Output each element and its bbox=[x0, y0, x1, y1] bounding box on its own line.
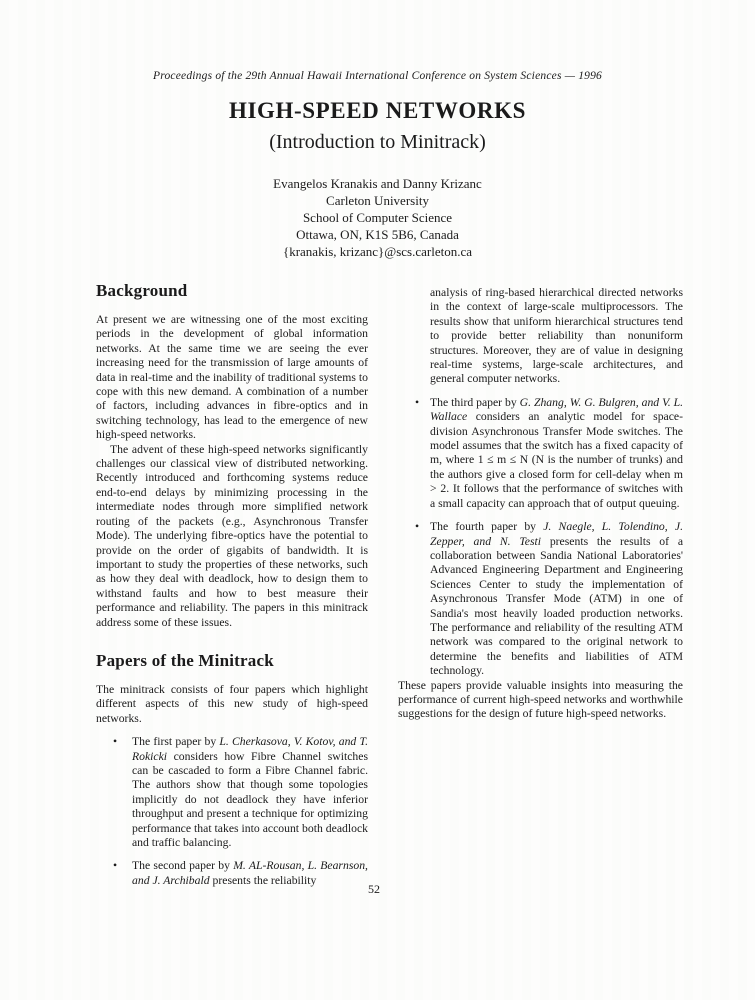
authors-block bbox=[0, 175, 755, 260]
author-email: {kranakis, krizanc}@scs.carleton.ca bbox=[282, 244, 473, 259]
paper-bullet-3-text bbox=[430, 396, 683, 511]
bullet-3-prefix: The third paper by bbox=[430, 395, 520, 409]
affiliation-address: Ottawa, ON, K1S 5B6, Canada bbox=[296, 227, 459, 242]
left-column bbox=[96, 281, 368, 888]
paper-subtitle: (Introduction to Minitrack) bbox=[269, 131, 486, 153]
section-heading-papers: Papers of the Minitrack bbox=[96, 650, 274, 670]
bullet-3-authors: G. Zhang, W. G. Bulgren, and V. L. Wallace bbox=[430, 395, 683, 424]
bullet-marker: • bbox=[113, 735, 118, 749]
paper-header bbox=[0, 0, 755, 260]
page-number: 52 bbox=[368, 882, 380, 896]
bullet-4-prefix: The fourth paper by bbox=[430, 520, 544, 534]
bullet-2-authors: M. AL-Rousan, L. Bearnson, and J. Archibald bbox=[132, 859, 368, 887]
bullet-marker: • bbox=[415, 520, 420, 534]
right-column bbox=[398, 281, 683, 888]
affiliation-school: School of Computer Science bbox=[302, 210, 453, 225]
bullet-4-rest: presents the results of a collaboration between Sandia National Laboratories' Advanced Engineering Department and Engineering Sciences Center to study the implementation of Asynchronous Transfer Mode (ATM) in one of Sandia's most heavily loaded production networks. The performance and reliability of the resulting ATM network was compared to the original network to determine the benefits and liabilities of ATM technology. bbox=[430, 534, 684, 678]
bullet-marker: • bbox=[415, 395, 420, 409]
bullet-2-prefix: The second paper by bbox=[132, 859, 234, 873]
bullet-1-prefix: The first paper by bbox=[132, 735, 220, 749]
bullet-1-rest: considers how Fibre Channel switches can be cascaded to form a Fibre Channel fabric. The authors show that though some topologies implicitly do not deadlock they have inferior throughput and present a technique for optimizing performance that takes into account both deadlock and traffic balancing. bbox=[132, 749, 368, 849]
bullet-marker: • bbox=[113, 859, 118, 873]
paper-bullet-1 bbox=[96, 735, 368, 850]
background-paragraph-2: The advent of these high-speed networks significantly challenges our classical view of distributed networking. Recently introduced and forthcoming systems reduce end-to-end delays by minimizing processing in the intermediate nodes through more simplified network routing of the packets (e.g., Asynchronous Transfer Mode). The underlying fibre-optics have the potential to provide on the order of gigabits of bandwidth. It is important to study the properties of these networks, such as how they deal with deadlock, how to design them to withstand faults and how to best measure their performance and reliability. The papers in this minitrack address some of these issues. bbox=[96, 442, 368, 629]
bullet-3-rest: considers an analytic model for space-division Asynchronous Transfer Mode switches. The model assumes that the switch has a fixed capacity of m, where 1 ≤ m ≤ N (N is the number of trunks) and the authors give a closed form for cell-delay when m > 2. It follows that the performance of switches with a small capacity can approach that of output queuing. bbox=[430, 410, 683, 510]
background-paragraph-1: At present we are witnessing one of the most exciting periods in the development of global information networks. At the same time we are seeing the ever increasing need for the transmission of large amounts of data in real-time and the inability of traditional systems to cope with this new demand. A combination of a number of factors, including advances in fibre-optics and in switching technology, has lead to the emergence of new high-speed networks. bbox=[96, 313, 368, 442]
paper-bullet-3 bbox=[398, 396, 683, 511]
paper-bullet-4-text bbox=[430, 520, 683, 678]
two-column-body bbox=[96, 281, 755, 888]
proceedings-line: Proceedings of the 29th Annual Hawaii International Conference on System Sciences — 1996 bbox=[153, 70, 602, 82]
closing-paragraph: These papers provide valuable insights into measuring the performance of current high-speed networks and worthwhile suggestions for the design of future high-speed networks. bbox=[398, 678, 683, 721]
affiliation-university: Carleton University bbox=[326, 193, 429, 208]
bullet-4-authors: J. Naegle, L. Tolendino, J. Zepper, and N. Testi bbox=[430, 520, 684, 548]
author-names: Evangelos Kranakis and Danny Krizanc bbox=[273, 176, 482, 191]
paper-bullet-2-continuation: analysis of ring-based hierarchical directed networks in the context of large-scale multiprocessors. The results show that uniform hierarchical structures tend to provide better reliability than nonuniform structures. Moreover, they are of value in designing real-time systems, large-scale architectures, and general computer networks. bbox=[430, 286, 683, 386]
papers-intro-paragraph: The minitrack consists of four papers which highlight different aspects of this new study of high-speed networks. bbox=[96, 682, 368, 725]
bullet-1-authors: L. Cherkasova, V. Kotov, and T. Rokicki bbox=[132, 735, 368, 763]
paper-title: HIGH-SPEED NETWORKS bbox=[228, 98, 527, 123]
paper-bullet-1-text bbox=[132, 735, 368, 850]
section-heading-background: Background bbox=[96, 281, 188, 300]
paper-bullet-4 bbox=[398, 520, 683, 678]
bullet-2-rest: presents the reliability bbox=[209, 873, 317, 887]
